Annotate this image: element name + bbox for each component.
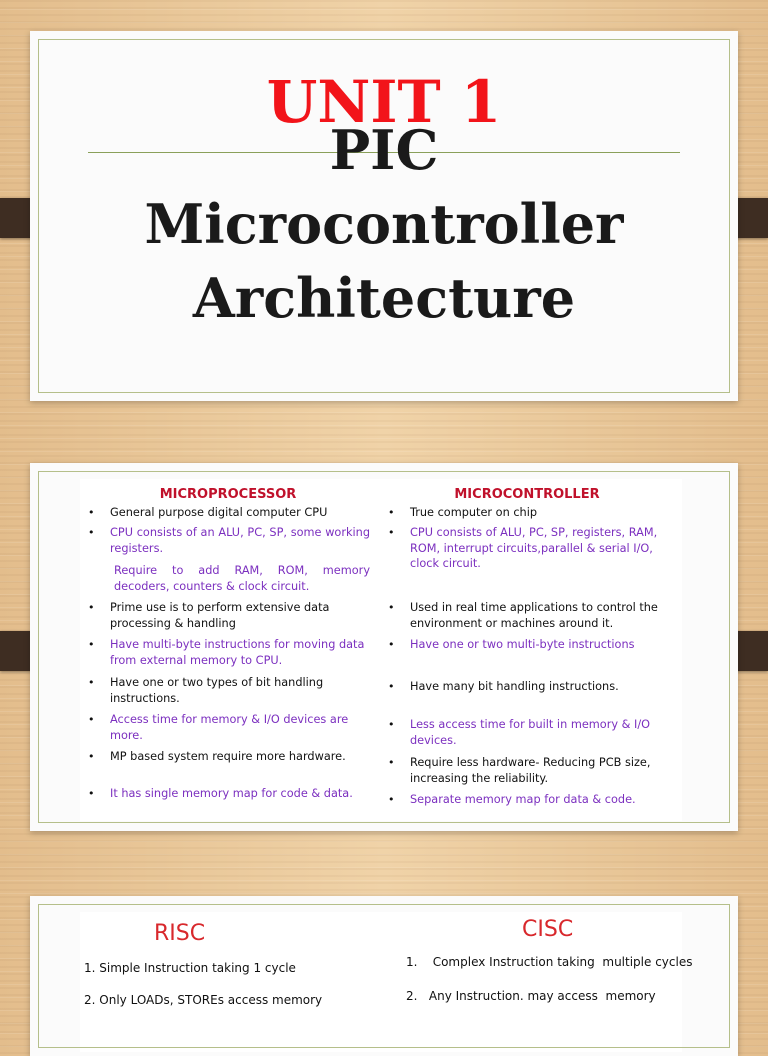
mp-row-text: Prime use is to perform extensive data processing & handling (110, 601, 330, 630)
mp-row-text: General purpose digital computer CPU (110, 506, 328, 519)
unit-label: UNIT 1 (266, 68, 502, 136)
bullet: • (388, 680, 395, 693)
microprocessor-heading: MICROPROCESSOR (159, 487, 297, 502)
title-line-2: Microcontroller (144, 192, 624, 256)
mp-row-7 (80, 712, 370, 743)
cisc-heading: CISC (522, 917, 574, 942)
mp-row-2 (80, 525, 370, 556)
title-line-1: PIC (329, 118, 439, 182)
cisc-item-1: 1. Complex Instruction taking multiple cycles (406, 955, 693, 969)
mp-row-9 (80, 786, 370, 802)
bullet: • (88, 506, 95, 519)
risc-cisc-slide (30, 896, 738, 1056)
mp-row-text: CPU consists of an ALU, PC, SP, some working registers. (110, 526, 370, 555)
bullet: • (88, 638, 95, 651)
risc-cisc-table (80, 912, 693, 1052)
mc-row-text: Used in real time applications to control the environment or machines around it. (410, 601, 658, 630)
microcontroller-column (380, 479, 682, 806)
mp-row-text: It has single memory map for code & data. (110, 787, 353, 800)
risc-item-2: 2. Only LOADs, STOREs access memory (84, 993, 323, 1007)
comparison-slide (30, 463, 738, 831)
bullet: • (388, 506, 395, 519)
bullet: • (388, 601, 395, 614)
bullet: • (88, 713, 95, 726)
bullet: • (388, 756, 395, 769)
mp-row-text: Have multi-byte instructions for moving data from external memory to CPU. (110, 638, 365, 667)
mc-row-text: True computer on chip (410, 506, 538, 519)
mp-row-6 (80, 675, 370, 706)
bullet: • (88, 750, 95, 763)
mc-row-text: Require less hardware- Reducing PCB size, increasing the reliability. (410, 756, 651, 785)
risc-item-1: 1. Simple Instruction taking 1 cycle (84, 961, 296, 975)
mc-row-8 (380, 792, 682, 808)
mc-row-2 (380, 525, 682, 572)
slide-title (30, 113, 738, 335)
mp-row-8 (80, 749, 370, 765)
mp-row-text: Access time for memory & I/O devices are more. (110, 713, 349, 742)
mp-row-5 (80, 637, 370, 668)
mc-row-6 (380, 717, 682, 748)
bullet: • (388, 526, 395, 539)
microprocessor-column (80, 479, 370, 800)
bullet: • (88, 676, 95, 689)
mc-row-7 (380, 755, 682, 786)
bullet: • (88, 601, 95, 614)
microcontroller-heading: MICROCONTROLLER (454, 487, 600, 502)
bullet: • (388, 793, 395, 806)
bullet: • (88, 526, 95, 539)
mc-row-text: Less access time for built in memory & I/O devices. (410, 718, 651, 747)
mp-row-3 (80, 563, 370, 594)
mc-row-text: Separate memory map for data & code. (410, 793, 636, 806)
mp-row-4 (80, 600, 370, 631)
mc-row-4 (380, 637, 682, 653)
mc-row-text: CPU consists of ALU, PC, SP, registers, RAM, ROM, interrupt circuits,parallel & serial I/O, clock circuit. (410, 526, 658, 570)
cisc-item-2: 2. Any Instruction. may access memory (406, 989, 656, 1003)
bullet: • (88, 787, 95, 800)
comparison-table (80, 479, 682, 821)
risc-heading: RISC (154, 921, 206, 946)
mp-row-1 (80, 505, 370, 521)
mc-row-text: Have many bit handling instructions. (410, 680, 619, 693)
mc-row-5 (380, 679, 682, 695)
mp-row-text: MP based system require more hardware. (110, 750, 346, 763)
mp-row-text: Require to add RAM, ROM, memory decoders, counters & clock circuit. (114, 564, 370, 593)
mc-row-1 (380, 505, 682, 521)
mc-row-text: Have one or two multi-byte instructions (410, 638, 635, 651)
bullet: • (388, 718, 395, 731)
bullet: • (388, 638, 395, 651)
mc-row-3 (380, 600, 682, 631)
mp-row-text: Have one or two types of bit handling instructions. (110, 676, 324, 705)
title-slide (30, 31, 738, 401)
title-line-3: Architecture (192, 266, 576, 330)
